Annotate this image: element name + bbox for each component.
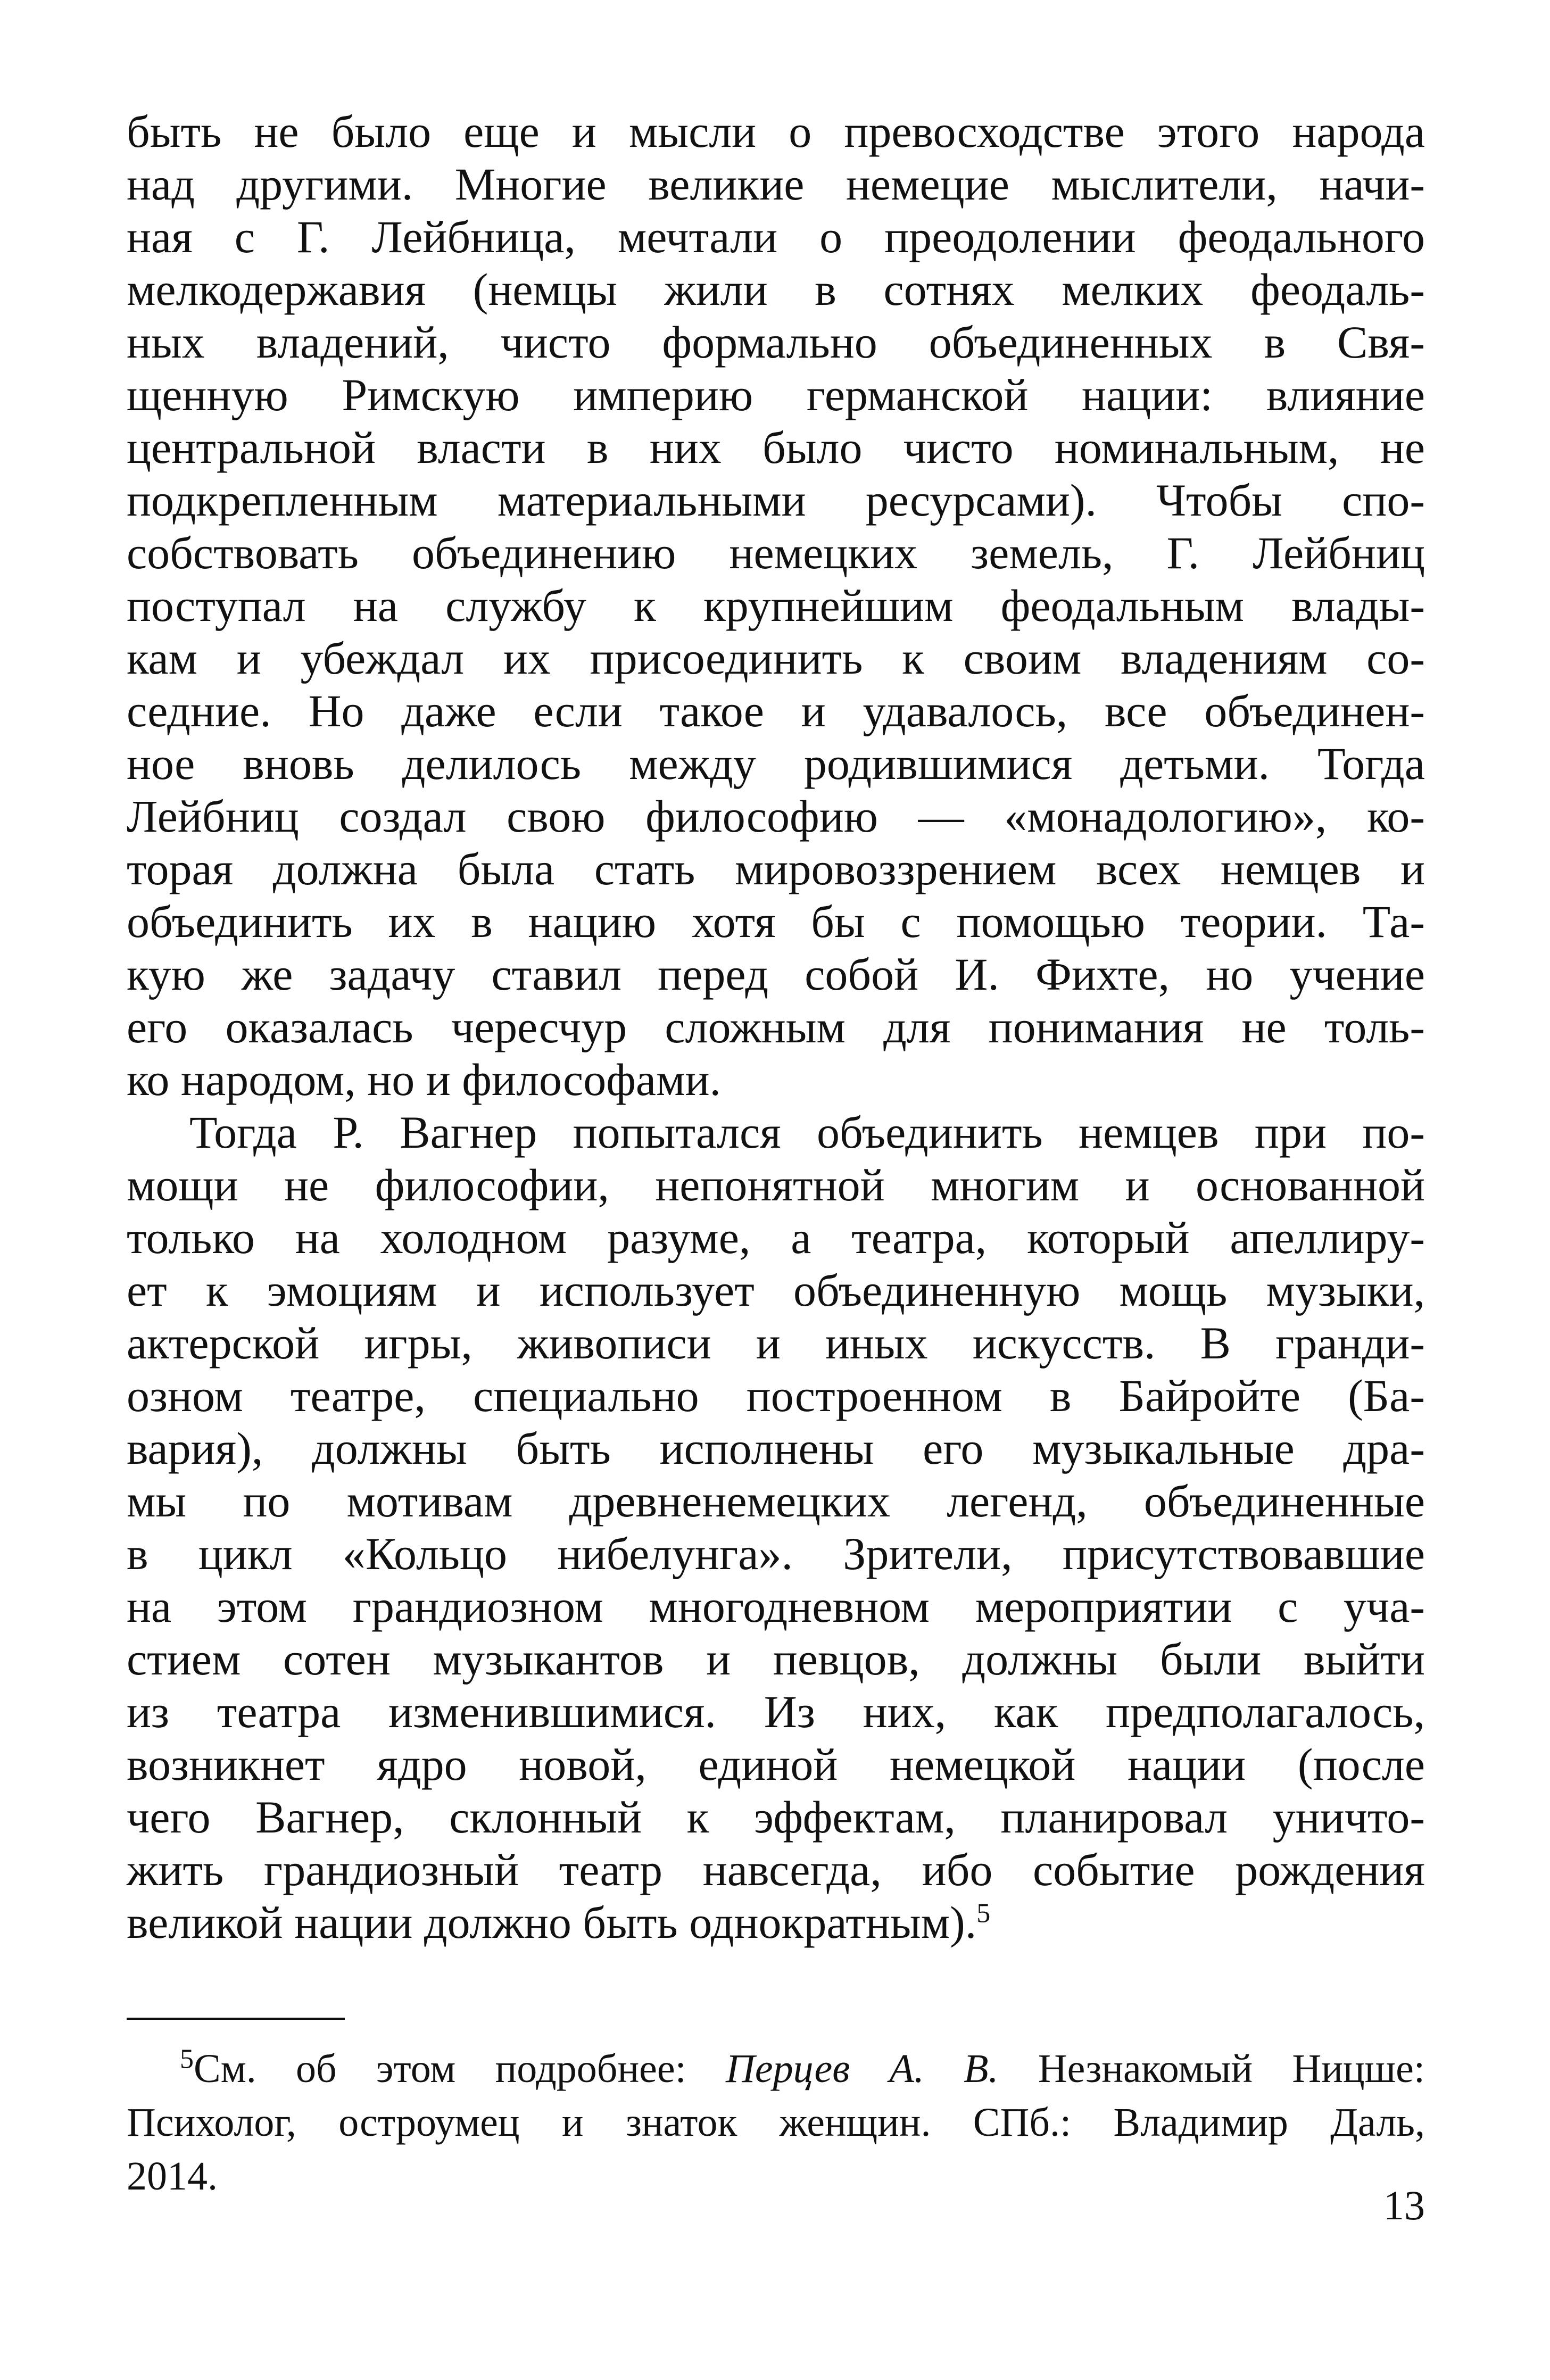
text-line: в цикл «Кольцо нибелунга». Зрители, присутствовавшие [127, 1528, 1425, 1579]
text-line: над другими. Многие великие немецие мыслители, начи- [127, 159, 1425, 210]
text-line: кам и убеждал их присоединить к своим владениям со- [127, 633, 1425, 684]
text-line: мелкодержавия (немцы жили в сотнях мелких феодаль- [127, 264, 1425, 315]
text-line: из театра изменившимися. Из них, как предполагалось, [127, 1686, 1425, 1737]
text-line: ная с Г. Лейбница, мечтали о преодолении феодального [127, 211, 1425, 262]
text-line: Тогда Р. Вагнер попытался объединить немцев при по- [189, 1107, 1425, 1158]
text-line: его оказалась чересчур сложным для понимания не толь- [127, 1001, 1425, 1052]
text-line: ных владений, чисто формально объединенных в Свя- [127, 317, 1425, 368]
text-line: только на холодном разуме, а театра, который апеллиру- [127, 1212, 1425, 1263]
footnote [127, 2042, 1425, 2203]
footnote-reference[interactable]: 5 [976, 1898, 991, 1929]
text-line: мощи не философии, непонятной многим и основанной [127, 1159, 1425, 1210]
text-line: центральной власти в них было чисто номинальным, не [127, 422, 1425, 473]
text-line: торая должна была стать мировоззрением всех немцев и [127, 843, 1425, 894]
text-line: возникнет ядро новой, единой немецкой нации (после [127, 1739, 1425, 1790]
footnote-text-start: См. об этом подробнее: [194, 2046, 726, 2091]
text-line: стием сотен музыкантов и певцов, должны были выйти [127, 1633, 1425, 1685]
page-number: 13 [1383, 2182, 1425, 2228]
text-line: вария), должны быть исполнены его музыкальные дра- [127, 1423, 1425, 1474]
last-text-line [127, 1896, 1425, 1949]
footnote-author: Перцев А. В. [725, 2046, 999, 2091]
text-line: объединить их в нацию хотя бы с помощью теории. Та- [127, 896, 1425, 947]
paragraph-2 [127, 1106, 1425, 1949]
text-line: щенную Римскую империю германской нации: влияние [127, 369, 1425, 420]
main-text [127, 105, 1425, 1949]
last-text-line-content: великой нации должно быть однократным). [127, 1897, 977, 1948]
text-line: ет к эмоциям и использует объединенную мощь музыки, [127, 1265, 1425, 1316]
text-line: Лейбниц создал свою философию — «монадологию», ко- [127, 791, 1425, 842]
text-line: ко народом, но и философами. [127, 1054, 722, 1105]
text-line: озном театре, специально построенном в Байройте (Ба- [127, 1370, 1425, 1421]
footnote-title-start: Незнакомый Ницше: [998, 2046, 1425, 2091]
footnote-line [127, 2042, 1425, 2096]
text-line: актерской игры, живописи и иных искусств. В гранди- [127, 1317, 1425, 1369]
footnote-marker: 5 [180, 2044, 194, 2075]
text-line: кую же задачу ставил перед собой И. Фихте, но учение [127, 949, 1425, 1000]
footnote-line: 2014. [127, 2154, 218, 2199]
text-line: ное вновь делилось между родившимися детьми. Тогда [127, 738, 1425, 789]
paragraph-1 [127, 105, 1425, 1106]
text-line: быть не было еще и мысли о превосходстве этого народа [127, 106, 1425, 157]
text-line: собствовать объединению немецких земель, Г. Лейбниц [127, 527, 1425, 578]
text-line: седние. Но даже если такое и удавалось, все объединен- [127, 685, 1425, 736]
footnote-line: Психолог, остроумец и знаток женщин. СПб.: Владимир Даль, [127, 2100, 1425, 2145]
text-line: чего Вагнер, склонный к эффектам, планировал уничто- [127, 1792, 1425, 1843]
text-line: поступал на службу к крупнейшим феодальным влады- [127, 580, 1425, 631]
footnote-separator [127, 2018, 345, 2020]
text-line: на этом грандиозном многодневном мероприятии с уча- [127, 1581, 1425, 1632]
text-line: мы по мотивам древненемецких легенд, объединенные [127, 1475, 1425, 1527]
text-line: жить грандиозный театр навсегда, ибо событие рождения [127, 1844, 1425, 1895]
text-line: подкрепленным материальными ресурсами). Чтобы спо- [127, 475, 1425, 526]
